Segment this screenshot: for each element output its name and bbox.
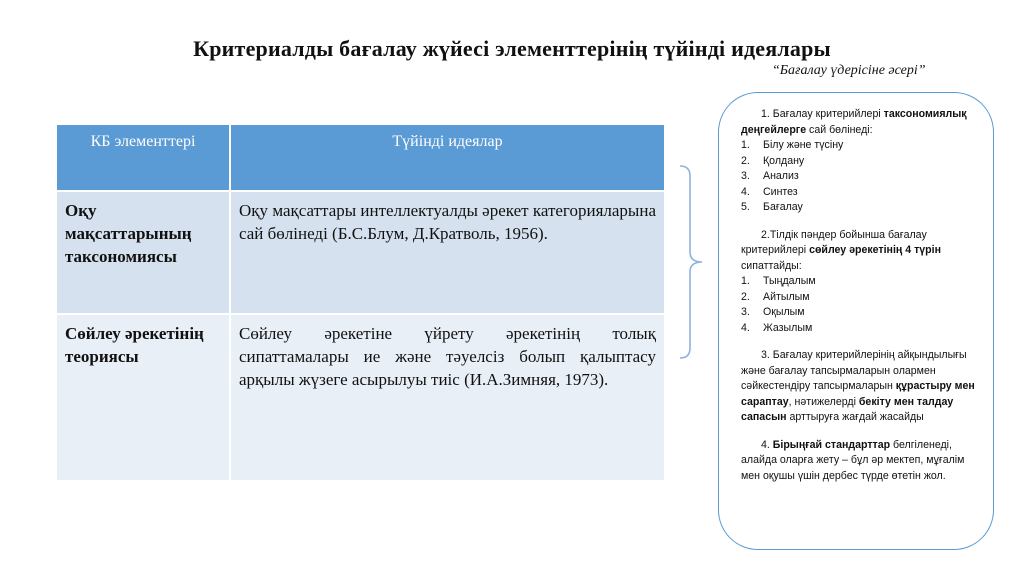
row-idea-cell: Оқу мақсаттары интеллектуалды әрекет категорияларына сай бөлінеді (Б.С.Блум, Д.Кратволь, 1956). <box>230 191 665 314</box>
block2-bold: сөйлеу әрекетінің 4 түрін <box>809 244 941 256</box>
column-header-ideas: Түйінді идеялар <box>230 124 665 191</box>
table-row <box>56 191 665 314</box>
list-item: 5. Бағалау <box>741 201 803 213</box>
slide-subtitle: “Бағалау үдерісіне әсері” <box>772 63 926 78</box>
table-header-row <box>56 124 665 191</box>
taxonomy-list <box>741 138 979 216</box>
panel-block-standards: 4. Бірыңғай стандарттар белгіленеді, алайда оларға жету – бұл әр мектеп, мұғалім мен оқушы үшін дербес түрде өтетін жол. <box>741 438 965 482</box>
row-idea-cell: Сөйлеу әрекетіне үйрету әрекетінің толық сипаттамалары ие және тәуелсіз болып қалыптасу арқылы жүзеге асырылуы тиіс (И.А.Зимняя, 1973). <box>230 314 665 481</box>
assessment-impact-panel <box>718 92 994 550</box>
list-item: 3. Оқылым <box>741 306 805 318</box>
block2-rest: сипаттайды: <box>741 259 802 272</box>
row-element-cell: Оқу мақсаттарының таксономиясы <box>56 191 230 314</box>
block1-rest: сай бөлінеді: <box>806 123 873 136</box>
block1-intro: 1. Бағалау критерийлері <box>761 108 881 120</box>
list-item: 3. Анализ <box>741 170 799 182</box>
table-row <box>56 314 665 481</box>
panel-block-criteria-clarity: 3. Бағалау критерийлерінің айқындылығы және бағалау тапсырмаларын олармен сәйкестендіру тапсырмаларын құрастыру мен сараптау, нәтижелерді бекіту мен талдау сапасын арттыруға жағдай жасайды <box>741 349 975 423</box>
panel-block-taxonomy <box>741 107 979 216</box>
block1-bold: таксономиялық деңгейлерге <box>741 108 967 136</box>
list-item: 2. Айтылым <box>741 290 810 303</box>
column-header-elements: КБ элементтері <box>56 124 230 191</box>
block2-intro: 2.Тілдік пәндер бойынша бағалау критерийлері <box>741 228 927 256</box>
speech-activity-list <box>741 274 979 336</box>
panel-block-speech <box>741 228 979 337</box>
list-item: 1. Білу және түсіну <box>741 139 844 151</box>
list-item: 1. Тыңдалым <box>741 275 816 287</box>
curly-brace-icon <box>678 164 714 360</box>
list-item: 4. Синтез <box>741 185 798 198</box>
slide-title: Критериалды бағалау жүйесі элементтерінің түйінді идеялары <box>193 36 831 61</box>
row-element-cell: Сөйлеу әрекетінің теориясы <box>56 314 230 481</box>
list-item: 2. Қолдану <box>741 154 805 167</box>
kb-elements-table <box>55 123 666 482</box>
list-item: 4. Жазылым <box>741 321 813 334</box>
